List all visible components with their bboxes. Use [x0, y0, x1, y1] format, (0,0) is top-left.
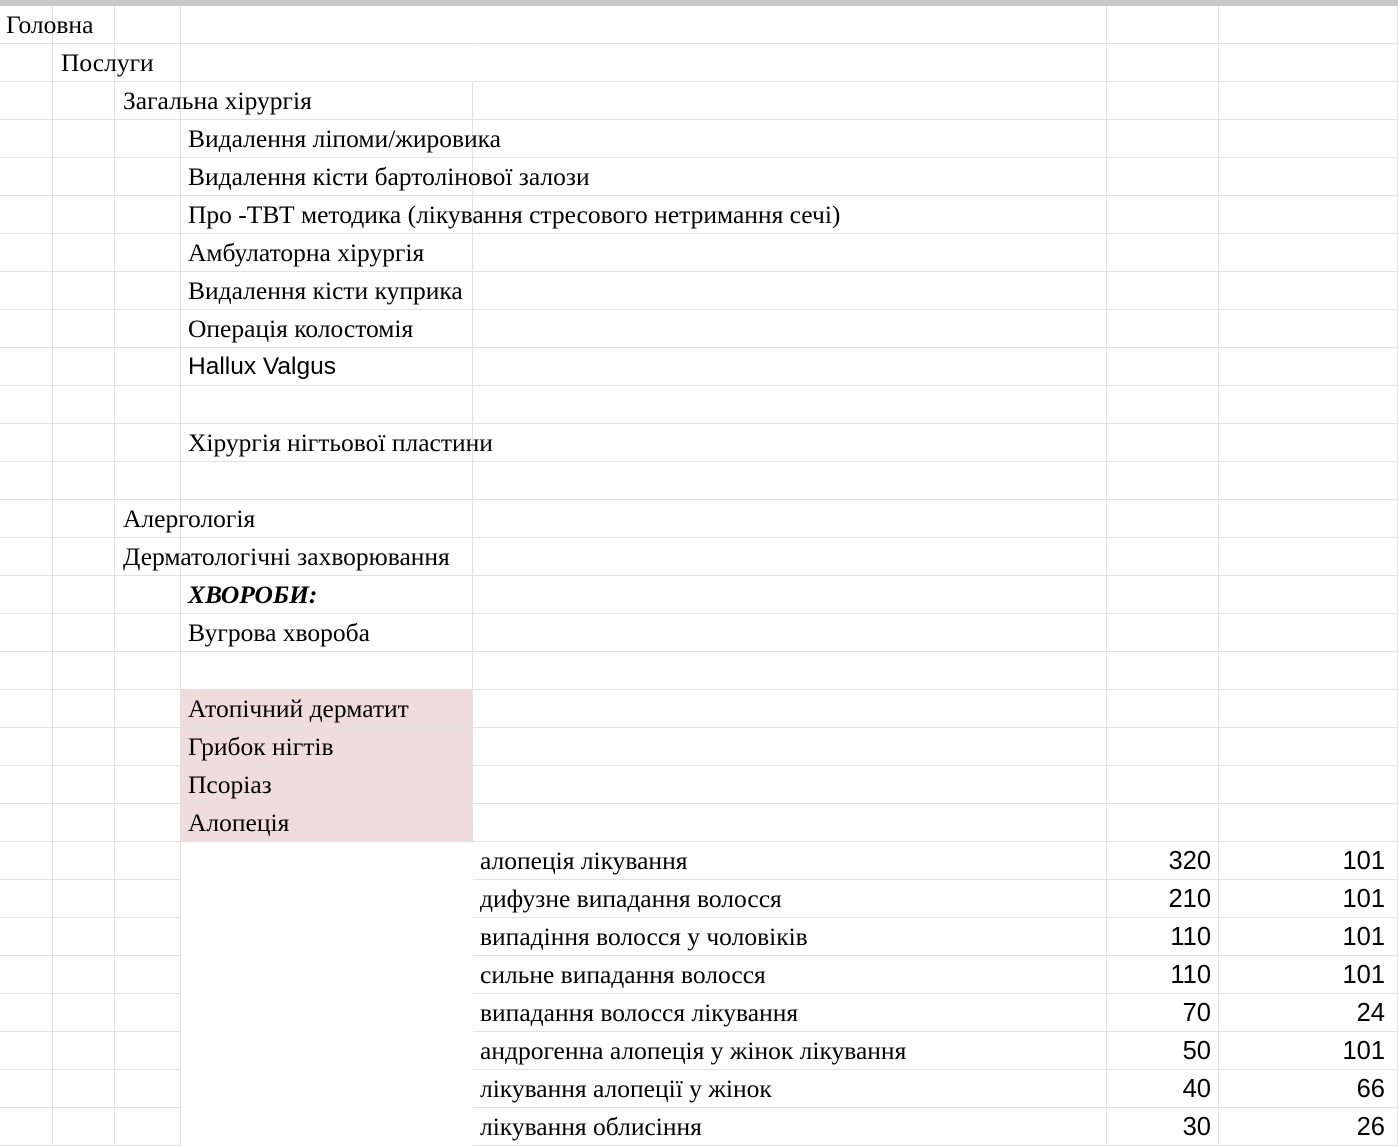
- category-text: Дерматологічні захворювання: [123, 542, 450, 571]
- grid-cell[interactable]: [53, 576, 115, 614]
- grid-cell[interactable]: [53, 272, 115, 310]
- secondary-value: 101: [1342, 961, 1385, 989]
- grid-cell[interactable]: [473, 44, 1107, 82]
- search-volume-value: 30: [1182, 1113, 1211, 1141]
- service-item-text: Hallux Valgus: [188, 353, 336, 380]
- grid-cell[interactable]: [1219, 272, 1398, 310]
- grid-cell[interactable]: [115, 614, 181, 652]
- grid-cell[interactable]: [53, 1108, 115, 1146]
- grid-cell[interactable]: [53, 158, 115, 196]
- grid-cell[interactable]: [473, 386, 1107, 424]
- service-item-text: Хірургія нігтьової пластини: [188, 428, 493, 457]
- grid-cell[interactable]: [473, 804, 1107, 842]
- grid-cell[interactable]: [0, 272, 53, 310]
- secondary-value: 101: [1342, 885, 1385, 913]
- service-item-text: Атопічний дерматит: [188, 694, 409, 723]
- grid-cell[interactable]: [181, 462, 473, 500]
- grid-cell[interactable]: [181, 1032, 473, 1070]
- grid-cell[interactable]: [1219, 234, 1398, 272]
- grid-cell[interactable]: [1219, 158, 1398, 196]
- grid-cell[interactable]: [115, 1108, 181, 1146]
- grid-cell[interactable]: [53, 956, 115, 994]
- grid-cell[interactable]: [53, 804, 115, 842]
- service-item-text: Видалення кісти куприка: [188, 276, 463, 305]
- search-volume-value: 320: [1168, 847, 1211, 875]
- grid-cell[interactable]: [53, 462, 115, 500]
- grid-cell[interactable]: [0, 842, 53, 880]
- grid-cell[interactable]: [115, 386, 181, 424]
- grid-cell[interactable]: [1107, 424, 1219, 462]
- search-volume-value: 110: [1170, 923, 1211, 951]
- grid-cell[interactable]: [473, 538, 1107, 576]
- grid-cell[interactable]: [1219, 804, 1398, 842]
- grid-cell[interactable]: [53, 386, 115, 424]
- grid-cell[interactable]: [53, 234, 115, 272]
- grid-cell[interactable]: [115, 994, 181, 1032]
- grid-cell[interactable]: [473, 348, 1107, 386]
- grid-cell[interactable]: [1107, 462, 1219, 500]
- grid-cell[interactable]: [53, 1032, 115, 1070]
- secondary-value: 101: [1342, 847, 1385, 875]
- grid-cell[interactable]: [1219, 462, 1398, 500]
- search-volume-value: 110: [1170, 961, 1211, 989]
- grid-cell[interactable]: [1107, 690, 1219, 728]
- grid-cell[interactable]: [115, 196, 181, 234]
- grid-cell[interactable]: [115, 1032, 181, 1070]
- category-text: Загальна хірургія: [123, 86, 312, 115]
- grid-cell[interactable]: [473, 234, 1107, 272]
- service-item-text: Про -ТВТ методика (лікування стресового нетримання сечі): [188, 200, 841, 229]
- grid-cell[interactable]: [115, 804, 181, 842]
- grid-cell[interactable]: [473, 272, 1107, 310]
- grid-cell[interactable]: [1107, 158, 1219, 196]
- grid-cell[interactable]: [473, 462, 1107, 500]
- grid-cell[interactable]: [53, 348, 115, 386]
- grid-cell[interactable]: [0, 690, 53, 728]
- grid-cell[interactable]: [181, 1070, 473, 1108]
- grid-cell[interactable]: [0, 1032, 53, 1070]
- service-item-text: Видалення ліпоми/жировика: [188, 124, 501, 153]
- grid-cell[interactable]: [181, 880, 473, 918]
- grid-cell[interactable]: [115, 234, 181, 272]
- grid-cell[interactable]: [1219, 6, 1398, 44]
- grid-cell[interactable]: [115, 918, 181, 956]
- grid-cell[interactable]: [0, 120, 53, 158]
- grid-cell[interactable]: [53, 424, 115, 462]
- secondary-value: 101: [1342, 1037, 1385, 1065]
- grid-cell[interactable]: [473, 424, 1107, 462]
- grid-cell[interactable]: [473, 120, 1107, 158]
- grid-cell[interactable]: [53, 82, 115, 120]
- grid-cell[interactable]: [115, 310, 181, 348]
- grid-cell[interactable]: [1107, 234, 1219, 272]
- service-item-text: Алопеція: [188, 808, 290, 837]
- grid-cell[interactable]: [0, 310, 53, 348]
- grid-cell[interactable]: [0, 652, 53, 690]
- category-text: Головна: [6, 10, 94, 39]
- search-volume-value: 40: [1182, 1075, 1211, 1103]
- grid-cell[interactable]: [115, 842, 181, 880]
- keyword-cell-text: сильне випадання волосся: [480, 960, 766, 989]
- grid-cell[interactable]: [115, 158, 181, 196]
- keyword-cell-text: андрогенна алопеція у жінок лікування: [480, 1036, 907, 1065]
- grid-cell[interactable]: [53, 918, 115, 956]
- service-item-text: Амбулаторна хірургія: [188, 238, 425, 267]
- grid-cell[interactable]: [1219, 120, 1398, 158]
- grid-cell[interactable]: [53, 842, 115, 880]
- grid-cell[interactable]: [0, 880, 53, 918]
- service-item-text: Вугрова хвороба: [188, 618, 370, 647]
- keyword-cell-text: дифузне випадання волосся: [480, 884, 782, 913]
- keyword-cell-text: випадіння волосся у чоловіків: [480, 922, 808, 951]
- grid-cell[interactable]: [1107, 44, 1219, 82]
- service-item-text: ХВОРОБИ:: [188, 580, 318, 609]
- grid-cell[interactable]: [115, 120, 181, 158]
- grid-cell[interactable]: [53, 690, 115, 728]
- grid-cell[interactable]: [181, 842, 473, 880]
- grid-cell[interactable]: [0, 500, 53, 538]
- grid-cell[interactable]: [1219, 576, 1398, 614]
- grid-cell[interactable]: [115, 6, 181, 44]
- spreadsheet-grid[interactable]: [0, 6, 1398, 1146]
- grid-cell[interactable]: [115, 1070, 181, 1108]
- grid-cell[interactable]: [53, 766, 115, 804]
- grid-cell[interactable]: [115, 424, 181, 462]
- grid-cell[interactable]: [53, 120, 115, 158]
- grid-cell[interactable]: [1219, 196, 1398, 234]
- grid-cell[interactable]: [1107, 728, 1219, 766]
- grid-cell[interactable]: [473, 310, 1107, 348]
- grid-cell[interactable]: [115, 272, 181, 310]
- keyword-cell-text: випадання волосся лікування: [480, 998, 799, 1027]
- grid-cell[interactable]: [115, 348, 181, 386]
- grid-cell[interactable]: [115, 766, 181, 804]
- grid-cell[interactable]: [181, 652, 473, 690]
- grid-cell[interactable]: [0, 196, 53, 234]
- grid-cell[interactable]: [1219, 424, 1398, 462]
- grid-cell[interactable]: [181, 44, 473, 82]
- grid-cell[interactable]: [1219, 614, 1398, 652]
- secondary-value: 24: [1356, 999, 1385, 1027]
- category-text: Послуги: [61, 48, 154, 77]
- grid-cell[interactable]: [473, 576, 1107, 614]
- grid-cell[interactable]: [53, 196, 115, 234]
- grid-cell[interactable]: [1107, 310, 1219, 348]
- grid-cell[interactable]: [473, 6, 1107, 44]
- grid-cell[interactable]: [53, 880, 115, 918]
- grid-cell[interactable]: [473, 728, 1107, 766]
- grid-cell[interactable]: [53, 728, 115, 766]
- service-item-text: Псоріаз: [188, 770, 272, 799]
- grid-cell[interactable]: [1107, 348, 1219, 386]
- grid-cell[interactable]: [0, 576, 53, 614]
- grid-cell[interactable]: [0, 614, 53, 652]
- grid-cell[interactable]: [53, 538, 115, 576]
- grid-cell[interactable]: [0, 956, 53, 994]
- grid-cell[interactable]: [1107, 6, 1219, 44]
- grid-cell[interactable]: [181, 1108, 473, 1146]
- grid-cell[interactable]: [181, 918, 473, 956]
- grid-cell[interactable]: [473, 690, 1107, 728]
- grid-cell[interactable]: [0, 766, 53, 804]
- service-item-text: Видалення кісти бартолінової залози: [188, 162, 590, 191]
- grid-cell[interactable]: [1107, 766, 1219, 804]
- keyword-cell-text: лікування алопеції у жінок: [480, 1074, 772, 1103]
- grid-cell[interactable]: [115, 652, 181, 690]
- grid-cell[interactable]: [181, 386, 473, 424]
- grid-cell[interactable]: [1107, 500, 1219, 538]
- grid-cell[interactable]: [1107, 82, 1219, 120]
- grid-cell[interactable]: [1107, 272, 1219, 310]
- grid-cell[interactable]: [0, 82, 53, 120]
- grid-cell[interactable]: [115, 462, 181, 500]
- grid-cell[interactable]: [473, 500, 1107, 538]
- grid-cell[interactable]: [0, 728, 53, 766]
- grid-cell[interactable]: [1219, 500, 1398, 538]
- grid-cell[interactable]: [1219, 348, 1398, 386]
- secondary-value: 66: [1356, 1075, 1385, 1103]
- grid-cell[interactable]: [1219, 538, 1398, 576]
- grid-cell[interactable]: [0, 918, 53, 956]
- grid-cell[interactable]: [181, 994, 473, 1032]
- grid-cell[interactable]: [1107, 804, 1219, 842]
- grid-cell[interactable]: [53, 500, 115, 538]
- keyword-cell-text: лікування облисіння: [480, 1112, 702, 1141]
- grid-cell[interactable]: [0, 462, 53, 500]
- grid-cell[interactable]: [1107, 652, 1219, 690]
- grid-cell[interactable]: [0, 348, 53, 386]
- grid-cell[interactable]: [1219, 386, 1398, 424]
- grid-cell[interactable]: [1107, 386, 1219, 424]
- grid-cell[interactable]: [0, 234, 53, 272]
- grid-cell[interactable]: [115, 956, 181, 994]
- grid-cell[interactable]: [1219, 82, 1398, 120]
- grid-cell[interactable]: [0, 994, 53, 1032]
- grid-cell[interactable]: [53, 614, 115, 652]
- grid-cell[interactable]: [0, 424, 53, 462]
- keyword-cell-text: алопеція лікування: [480, 846, 688, 875]
- grid-cell[interactable]: [1219, 728, 1398, 766]
- service-item-text: Грибок нігтів: [188, 732, 334, 761]
- grid-cell[interactable]: [0, 1070, 53, 1108]
- grid-cell[interactable]: [1219, 690, 1398, 728]
- grid-cell[interactable]: [0, 538, 53, 576]
- grid-cell[interactable]: [473, 82, 1107, 120]
- search-volume-value: 70: [1182, 999, 1211, 1027]
- grid-cell[interactable]: [115, 880, 181, 918]
- category-text: Алергологія: [123, 504, 256, 533]
- grid-cell[interactable]: [115, 728, 181, 766]
- grid-cell[interactable]: [53, 652, 115, 690]
- secondary-value: 101: [1342, 923, 1385, 951]
- grid-cell[interactable]: [1107, 576, 1219, 614]
- grid-cell[interactable]: [181, 956, 473, 994]
- grid-cell[interactable]: [1107, 614, 1219, 652]
- grid-cell[interactable]: [1107, 538, 1219, 576]
- grid-cell[interactable]: [181, 6, 473, 44]
- grid-cell[interactable]: [0, 158, 53, 196]
- grid-cell[interactable]: [1107, 196, 1219, 234]
- grid-cell[interactable]: [53, 994, 115, 1032]
- service-item-text: Операція колостомія: [188, 314, 414, 343]
- grid-cell[interactable]: [0, 1108, 53, 1146]
- search-volume-value: 210: [1168, 885, 1211, 913]
- grid-cell[interactable]: [0, 44, 53, 82]
- grid-cell[interactable]: [1107, 120, 1219, 158]
- grid-cell[interactable]: [53, 1070, 115, 1108]
- grid-cell[interactable]: [473, 652, 1107, 690]
- grid-cell[interactable]: [115, 690, 181, 728]
- grid-cell[interactable]: [1219, 652, 1398, 690]
- grid-cell[interactable]: [115, 576, 181, 614]
- search-volume-value: 50: [1182, 1037, 1211, 1065]
- grid-cell[interactable]: [1219, 310, 1398, 348]
- grid-cell[interactable]: [1219, 766, 1398, 804]
- grid-cell[interactable]: [473, 766, 1107, 804]
- grid-cell[interactable]: [1219, 44, 1398, 82]
- grid-cell[interactable]: [473, 614, 1107, 652]
- grid-cell[interactable]: [0, 386, 53, 424]
- grid-cell[interactable]: [0, 804, 53, 842]
- secondary-value: 26: [1356, 1113, 1385, 1141]
- grid-cell[interactable]: [53, 310, 115, 348]
